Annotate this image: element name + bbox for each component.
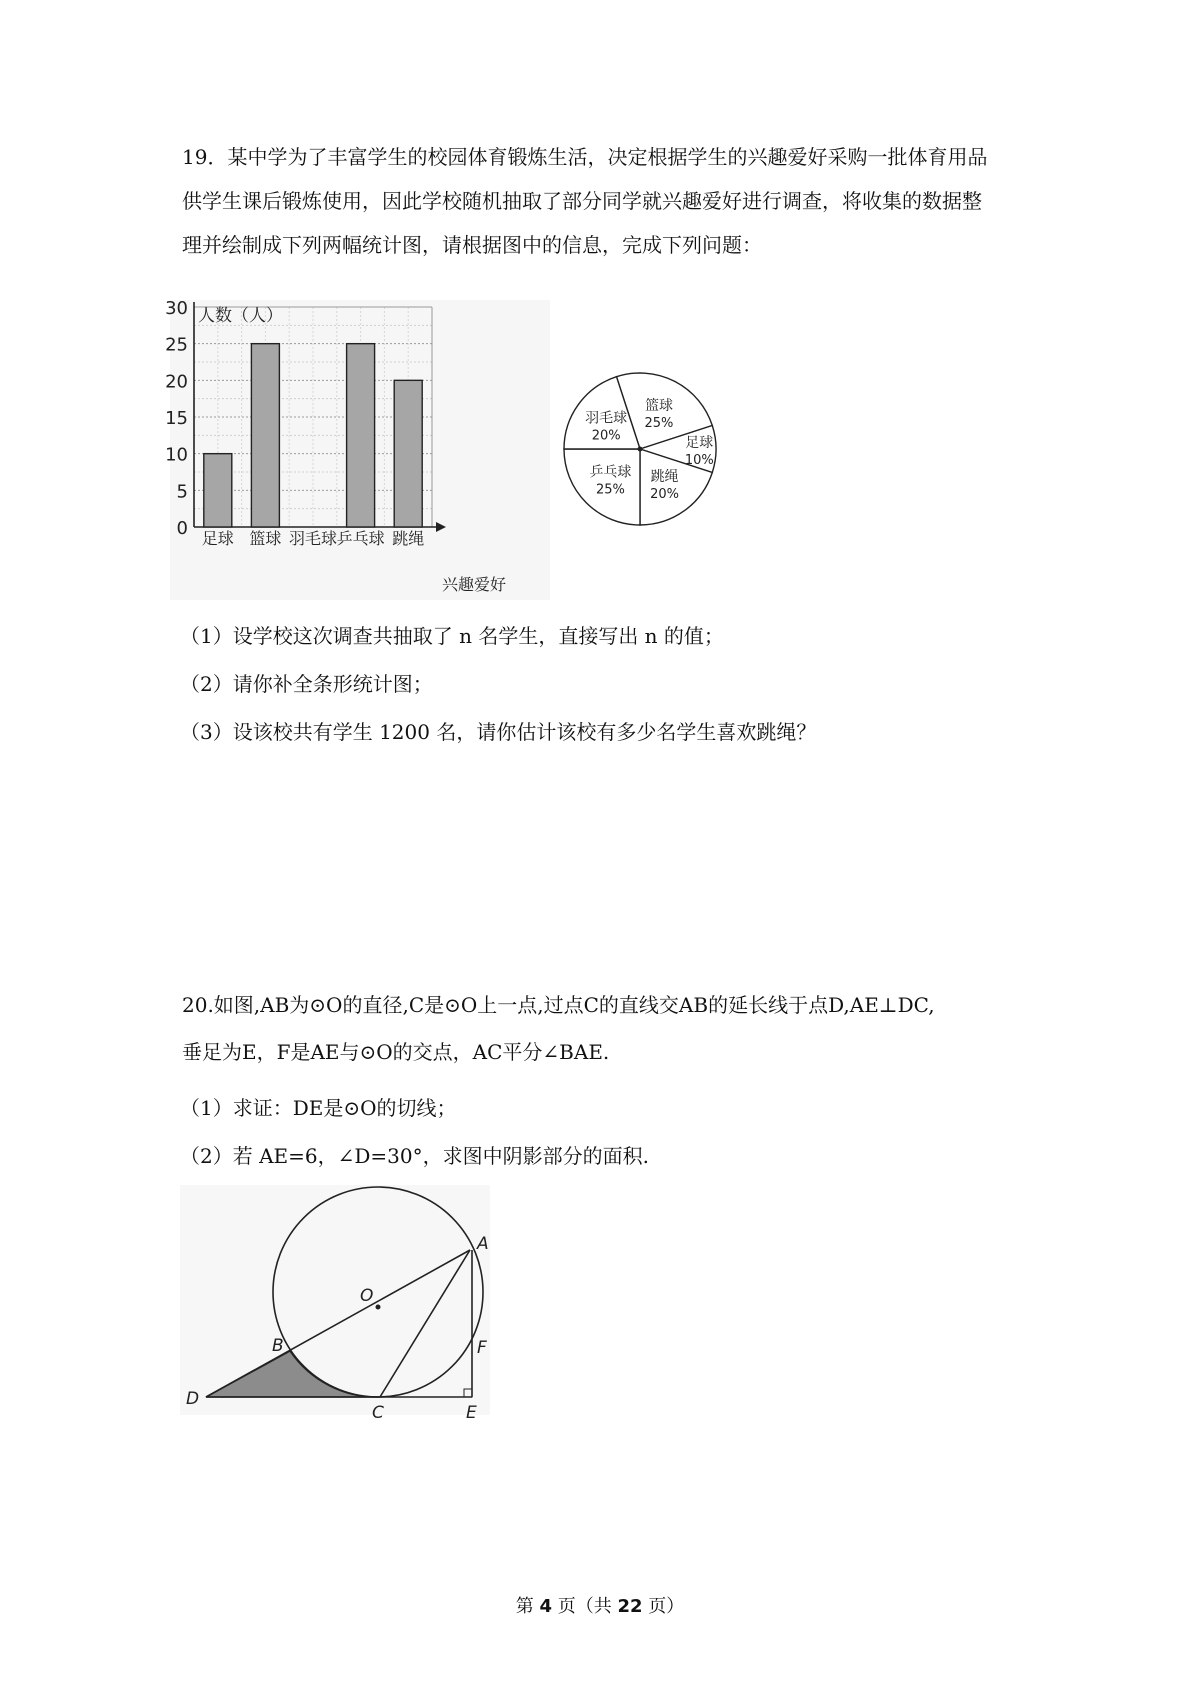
pie-slice-percent: 25%	[595, 482, 625, 498]
x-tick-label: 乒乓球	[336, 529, 385, 548]
q19-sub-3: （3）设该校共有学生 1200 名，请你估计该校有多少名学生喜欢跳绳？	[180, 720, 817, 744]
footer-suffix: 页）	[642, 1596, 685, 1617]
pie-slice-percent: 10%	[684, 453, 714, 468]
label-e: E	[466, 1403, 477, 1423]
pie-center-dot	[638, 447, 643, 452]
q20-sub-2: （2）若 AE=6，∠D=30°，求图中阴影部分的面积.	[180, 1144, 649, 1168]
q20-line-2: 垂足为E，F是AE与⊙O的交点，AC平分∠BAE.	[182, 1040, 610, 1064]
x-tick-label: 篮球	[249, 529, 282, 548]
q19-line-3: 理并绘制成下列两幅统计图，请根据图中的信息，完成下列问题：	[182, 233, 762, 257]
pie-slice-percent: 20%	[591, 428, 621, 444]
footer-prefix: 第	[515, 1596, 540, 1617]
q20-sub-1: （1）求证：DE是⊙O的切线；	[180, 1096, 457, 1120]
y-tick-label: 20	[165, 371, 188, 393]
pie-slice-percent: 25%	[644, 415, 674, 431]
x-tick-label: 足球	[201, 529, 234, 548]
bar-chart	[165, 298, 550, 600]
bar-chart-x-axis-label: 兴趣爱好	[442, 575, 507, 594]
y-tick-label: 0	[176, 518, 188, 539]
label-c: C	[372, 1403, 384, 1423]
footer-middle: 页（共	[552, 1596, 618, 1617]
label-f: F	[477, 1338, 487, 1358]
y-tick-label: 10	[165, 444, 188, 466]
bar	[251, 344, 279, 527]
label-b: B	[272, 1336, 284, 1356]
bar-chart-y-axis-label: 人数（人）	[198, 306, 283, 326]
x-tick-label: 跳绳	[392, 529, 425, 548]
q19-line-1: 19．某中学为了丰富学生的校园体育锻炼生活，决定根据学生的兴趣爱好采购一批体育用品	[182, 145, 988, 169]
pie-slice-label: 乒乓球	[589, 464, 632, 481]
pie-slice-percent: 20%	[650, 486, 680, 502]
q20-line-1: 20.如图,AB为⊙O的直径,C是⊙O上一点,过点C的直线交AB的延长线于点D,AE⊥DC,	[182, 993, 935, 1017]
bar	[394, 380, 422, 527]
page-footer	[0, 1592, 1200, 1618]
y-tick-label: 5	[176, 481, 188, 503]
y-tick-label: 15	[165, 408, 188, 429]
center-point-o	[376, 1305, 381, 1310]
footer-total-pages: 22	[617, 1596, 643, 1617]
q19-sub-1: （1）设学校这次调查共抽取了 n 名学生，直接写出 n 的值；	[180, 624, 724, 648]
q19-sub-2: （2）请你补全条形统计图；	[180, 672, 433, 696]
label-a: A	[477, 1234, 489, 1254]
y-tick-label: 25	[165, 334, 188, 356]
pie-slice-label: 羽毛球	[585, 410, 628, 427]
pie-slice-label: 跳绳	[650, 468, 679, 485]
bar	[347, 344, 375, 527]
label-d: D	[186, 1389, 200, 1409]
y-tick-label: 30	[165, 298, 188, 319]
q19-line-2: 供学生课后锻炼使用，因此学校随机抽取了部分同学就兴趣爱好进行调查，将收集的数据整	[182, 189, 982, 213]
footer-page-number: 4	[539, 1596, 552, 1617]
label-o: O	[360, 1286, 374, 1306]
pie-chart	[550, 358, 730, 538]
bar	[204, 454, 232, 527]
geometry-figure	[180, 1185, 490, 1423]
pie-slice-label: 足球	[685, 435, 714, 451]
pie-slice-label: 篮球	[644, 397, 673, 414]
x-tick-label: 羽毛球	[288, 529, 338, 548]
